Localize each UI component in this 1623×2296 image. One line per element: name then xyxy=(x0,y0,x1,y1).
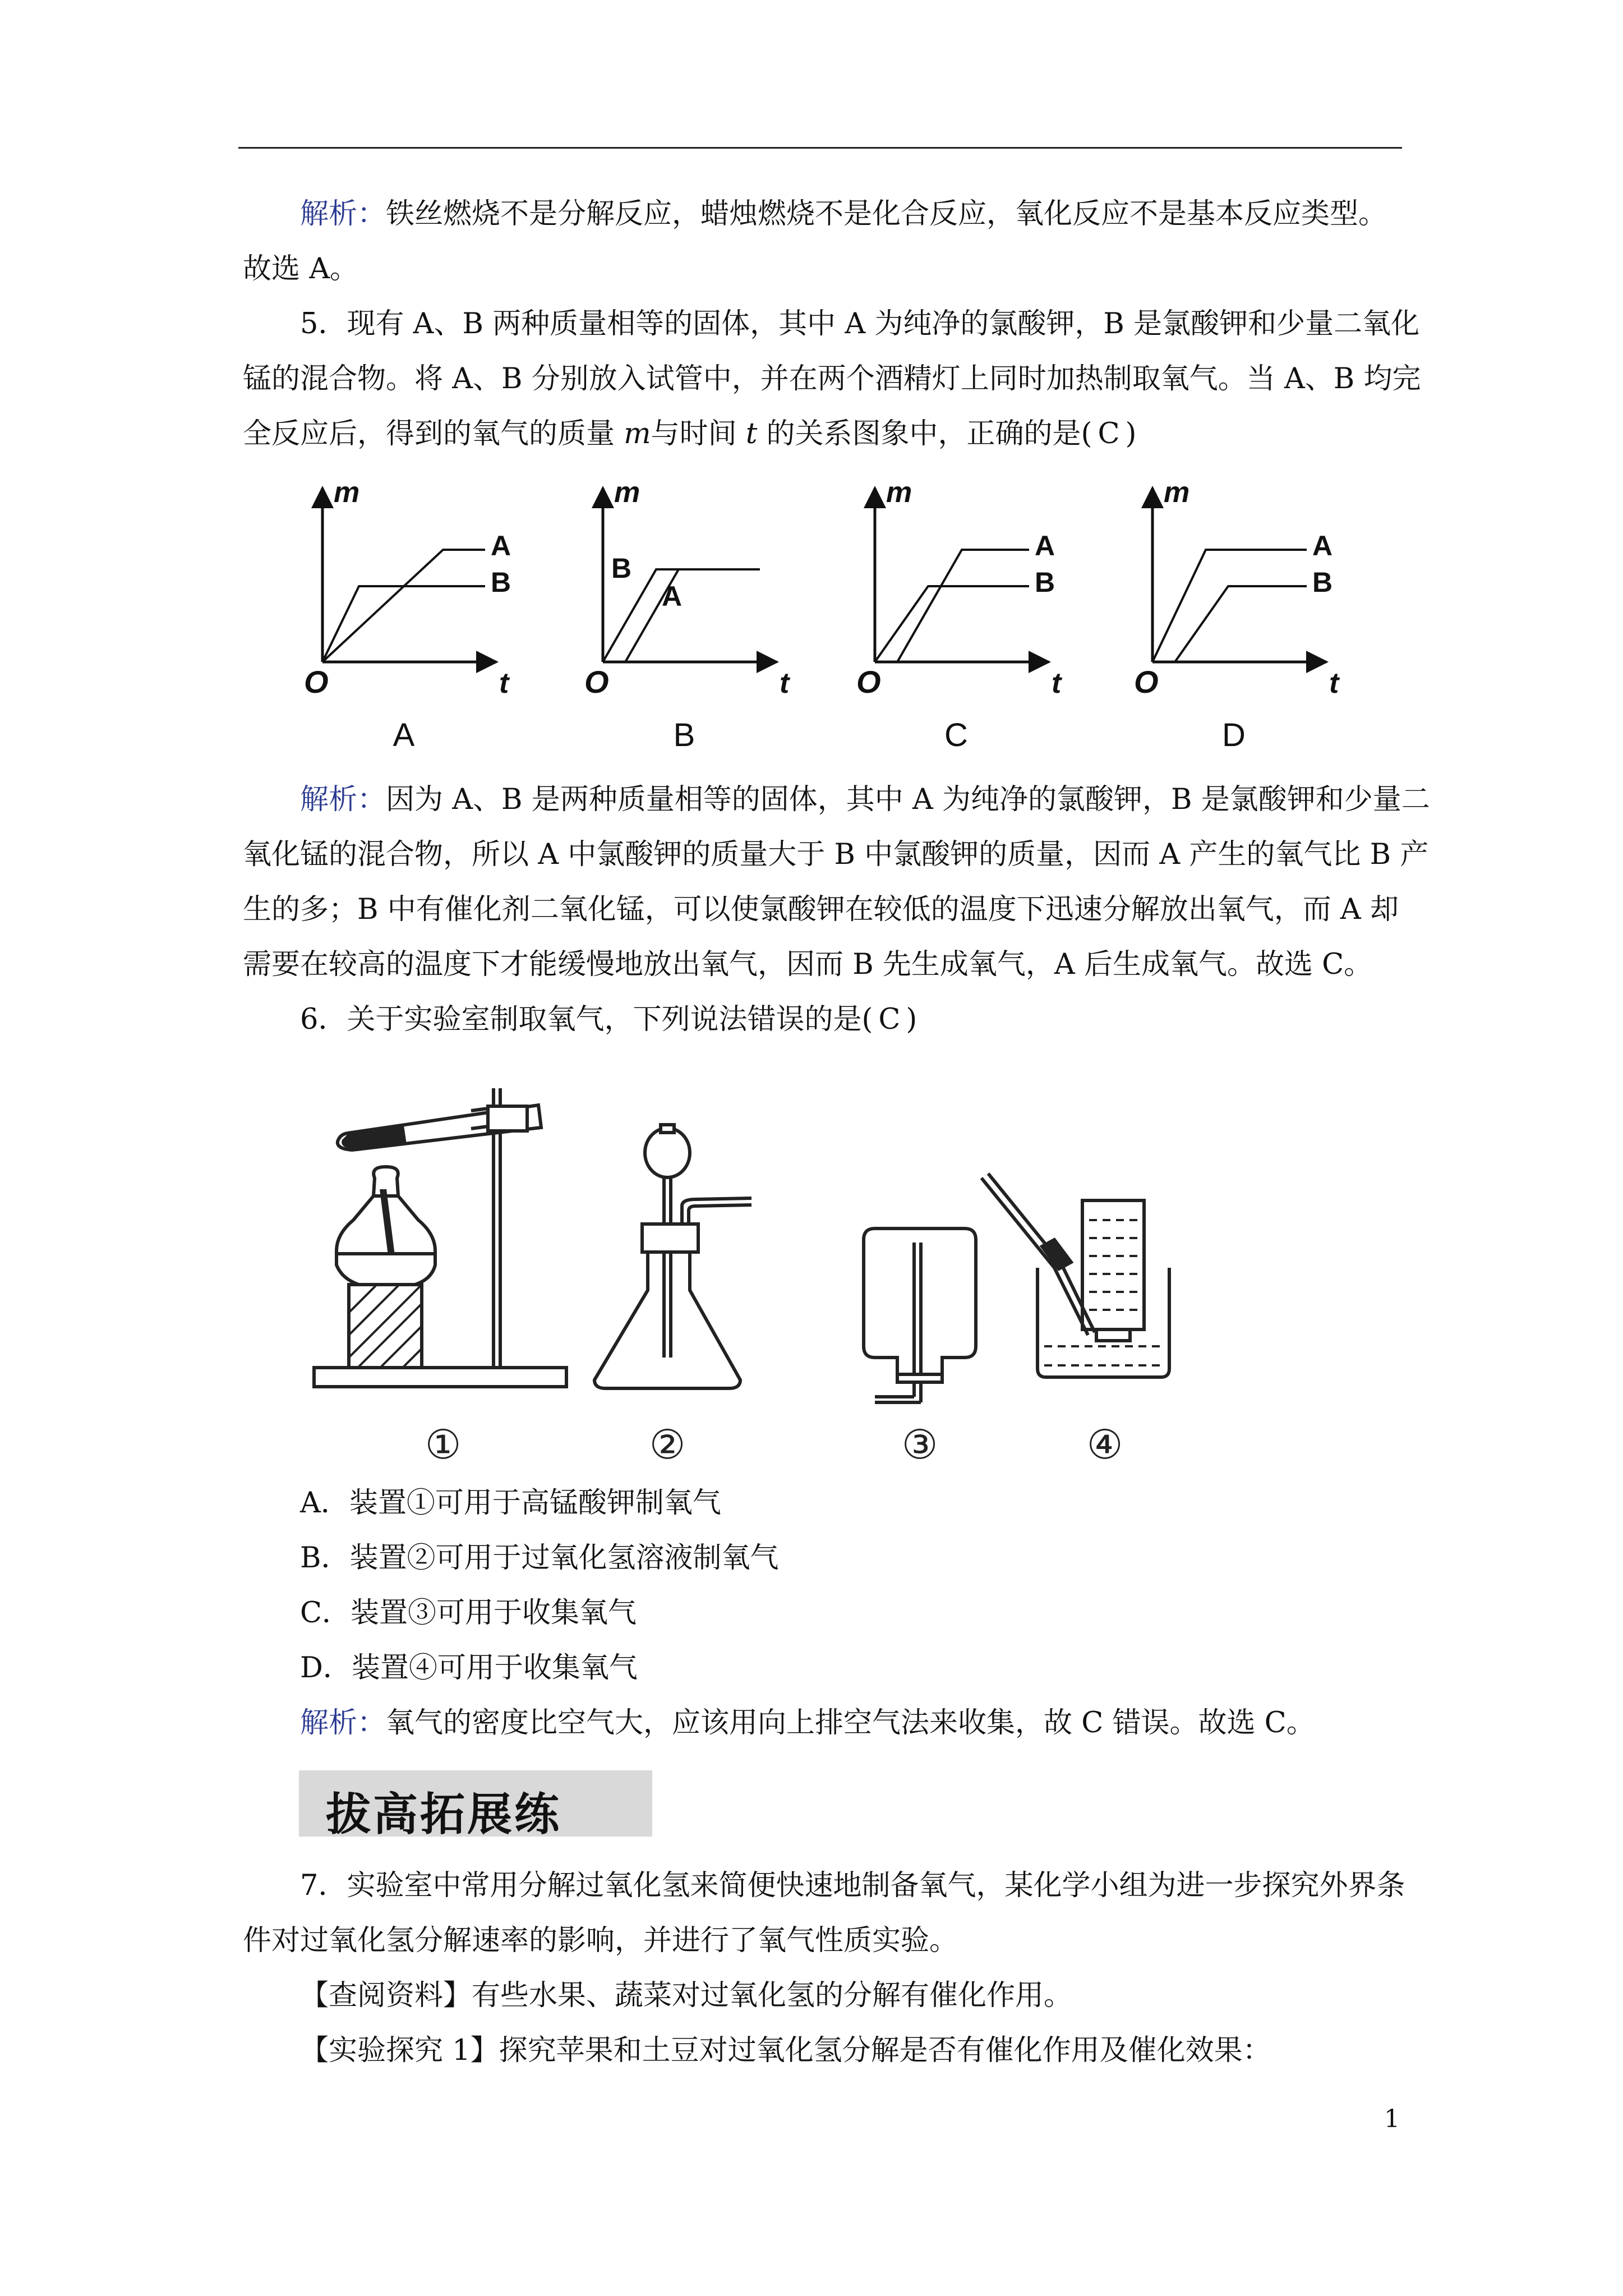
apparatus-3-collecting-bottle xyxy=(864,1228,976,1402)
axis-label-m: m xyxy=(334,477,360,509)
graph-panel-B xyxy=(584,477,791,753)
apparatus-4-water-trough xyxy=(981,1174,1169,1377)
q5-explanation-line3: 生的多；B 中有催化剂二氧化锰，可以使氯酸钾在较低的温度下迅速分解放出氧气，而 A 却 xyxy=(243,893,1399,926)
q7-info: 【查阅资料】有些水果、蔬菜对过氧化氢的分解有催化作用。 xyxy=(300,1979,1073,2012)
origin-label: O xyxy=(856,664,881,700)
axis-label-m: m xyxy=(614,477,640,509)
q5-explanation-line4: 需要在较高的温度下才能缓慢地放出氧气，因而 B 先生成氧气，A 后生成氧气。故选 C。 xyxy=(243,948,1373,981)
curve-A xyxy=(322,550,485,662)
figure-label-1: ① xyxy=(425,1423,462,1467)
q6-option-b: B．装置②可用于过氧化氢溶液制氧气 xyxy=(300,1542,779,1575)
q5-answer: C xyxy=(1098,417,1120,450)
q6-answer: C xyxy=(878,1003,901,1036)
origin-label: O xyxy=(304,664,329,700)
curve-A xyxy=(625,569,760,662)
q4-explanation-line2: 故选 A。 xyxy=(243,252,359,286)
curve-label-a: A xyxy=(662,581,683,612)
section-title: 拔高拓展练 xyxy=(326,1788,561,1841)
graph-panel-A xyxy=(304,477,511,753)
apparatus-1-heating-setup xyxy=(314,1088,566,1387)
origin-label: O xyxy=(1134,664,1159,700)
axis-label-t: t xyxy=(1329,667,1339,700)
option-label-A: A xyxy=(393,717,415,753)
q5-stem-line1: 5．现有 A、B 两种质量相等的固体，其中 A 为纯净的氯酸钾，B 是氯酸钾和少量二氧化 xyxy=(300,307,1420,341)
q6-stem: 6．关于实验室制取氧气，下列说法错误的是( C ) xyxy=(300,1002,917,1038)
graph-panel-C xyxy=(856,477,1063,753)
apparatus-2-conical-flask xyxy=(594,1125,751,1388)
q5-stem-line3: 全反应后，得到的氧气的质量 m与时间 t 的关系图象中，正确的是( C ) xyxy=(243,416,1136,452)
q5-explanation-line1: 解析：因为 A、B 是两种质量相等的固体，其中 A 为纯净的氯酸钾，B 是氯酸钾和少量二 xyxy=(300,783,1430,816)
q4-explanation: 解析：铁丝燃烧不是分解反应，蜡烛燃烧不是化合反应，氧化反应不是基本反应类型。 xyxy=(300,197,1387,231)
curve-label-a: A xyxy=(1312,530,1333,562)
curve-label-b: B xyxy=(1312,567,1333,598)
q7-stem-line1: 7．实验室中常用分解过氧化氢来简便快速地制备氧气，某化学小组为进一步探究外界条 xyxy=(300,1869,1405,1902)
curve-label-b: B xyxy=(611,553,632,584)
figure-label-4: ④ xyxy=(1086,1423,1123,1467)
graph-panel-D xyxy=(1134,477,1340,753)
curve-label-a: A xyxy=(1035,530,1055,562)
option-label-C: C xyxy=(944,717,968,753)
origin-label: O xyxy=(584,664,609,700)
explanation-label: 解析： xyxy=(300,1706,386,1740)
option-label-B: B xyxy=(673,717,695,753)
curve-A xyxy=(897,550,1029,662)
curve-B xyxy=(322,586,485,662)
q5-graphs xyxy=(292,477,1402,769)
page-number: 1 xyxy=(1384,2105,1400,2133)
curve-label-b: B xyxy=(491,567,511,598)
header-rule xyxy=(238,147,1402,149)
explanation-label: 解析： xyxy=(300,197,386,231)
q6-explanation: 解析：氧气的密度比空气大，应该用向上排空气法来收集，故 C 错误。故选 C。 xyxy=(300,1706,1315,1740)
curve-B xyxy=(1175,586,1307,662)
curve-label-a: A xyxy=(491,530,511,562)
explanation-label: 解析： xyxy=(300,783,386,816)
q7-stem-line2: 件对过氧化氢分解速率的影响，并进行了氧气性质实验。 xyxy=(243,1924,958,1957)
q5-explanation-line2: 氧化锰的混合物，所以 A 中氯酸钾的质量大于 B 中氯酸钾的质量，因而 A 产生的氧气比 B 产 xyxy=(243,838,1429,871)
q6-option-c: C．装置③可用于收集氧气 xyxy=(300,1596,637,1630)
axis-label-m: m xyxy=(886,477,912,509)
figure-label-2: ② xyxy=(649,1423,686,1467)
curve-label-b: B xyxy=(1035,567,1055,598)
figure-label-3: ③ xyxy=(901,1423,938,1467)
option-label-D: D xyxy=(1222,717,1246,753)
axis-label-t: t xyxy=(780,667,790,700)
axis-label-m: m xyxy=(1164,477,1190,509)
q6-apparatus-figure xyxy=(303,1066,1178,1470)
q7-experiment-1: 【实验探究 1】探究苹果和土豆对过氧化氢分解是否有催化作用及催化效果： xyxy=(300,2034,1271,2067)
q6-option-a: A．装置①可用于高锰酸钾制氧气 xyxy=(300,1487,721,1520)
axis-label-t: t xyxy=(1052,667,1062,700)
curve-B xyxy=(875,586,1029,662)
curve-A xyxy=(1152,550,1307,662)
axis-label-t: t xyxy=(499,667,509,700)
q6-option-d: D．装置④可用于收集氧气 xyxy=(300,1651,638,1685)
section-header xyxy=(299,1770,652,1841)
q5-stem-line2: 锰的混合物。将 A、B 分别放入试管中，并在两个酒精灯上同时加热制取氧气。当 A、B 均完 xyxy=(243,362,1421,395)
